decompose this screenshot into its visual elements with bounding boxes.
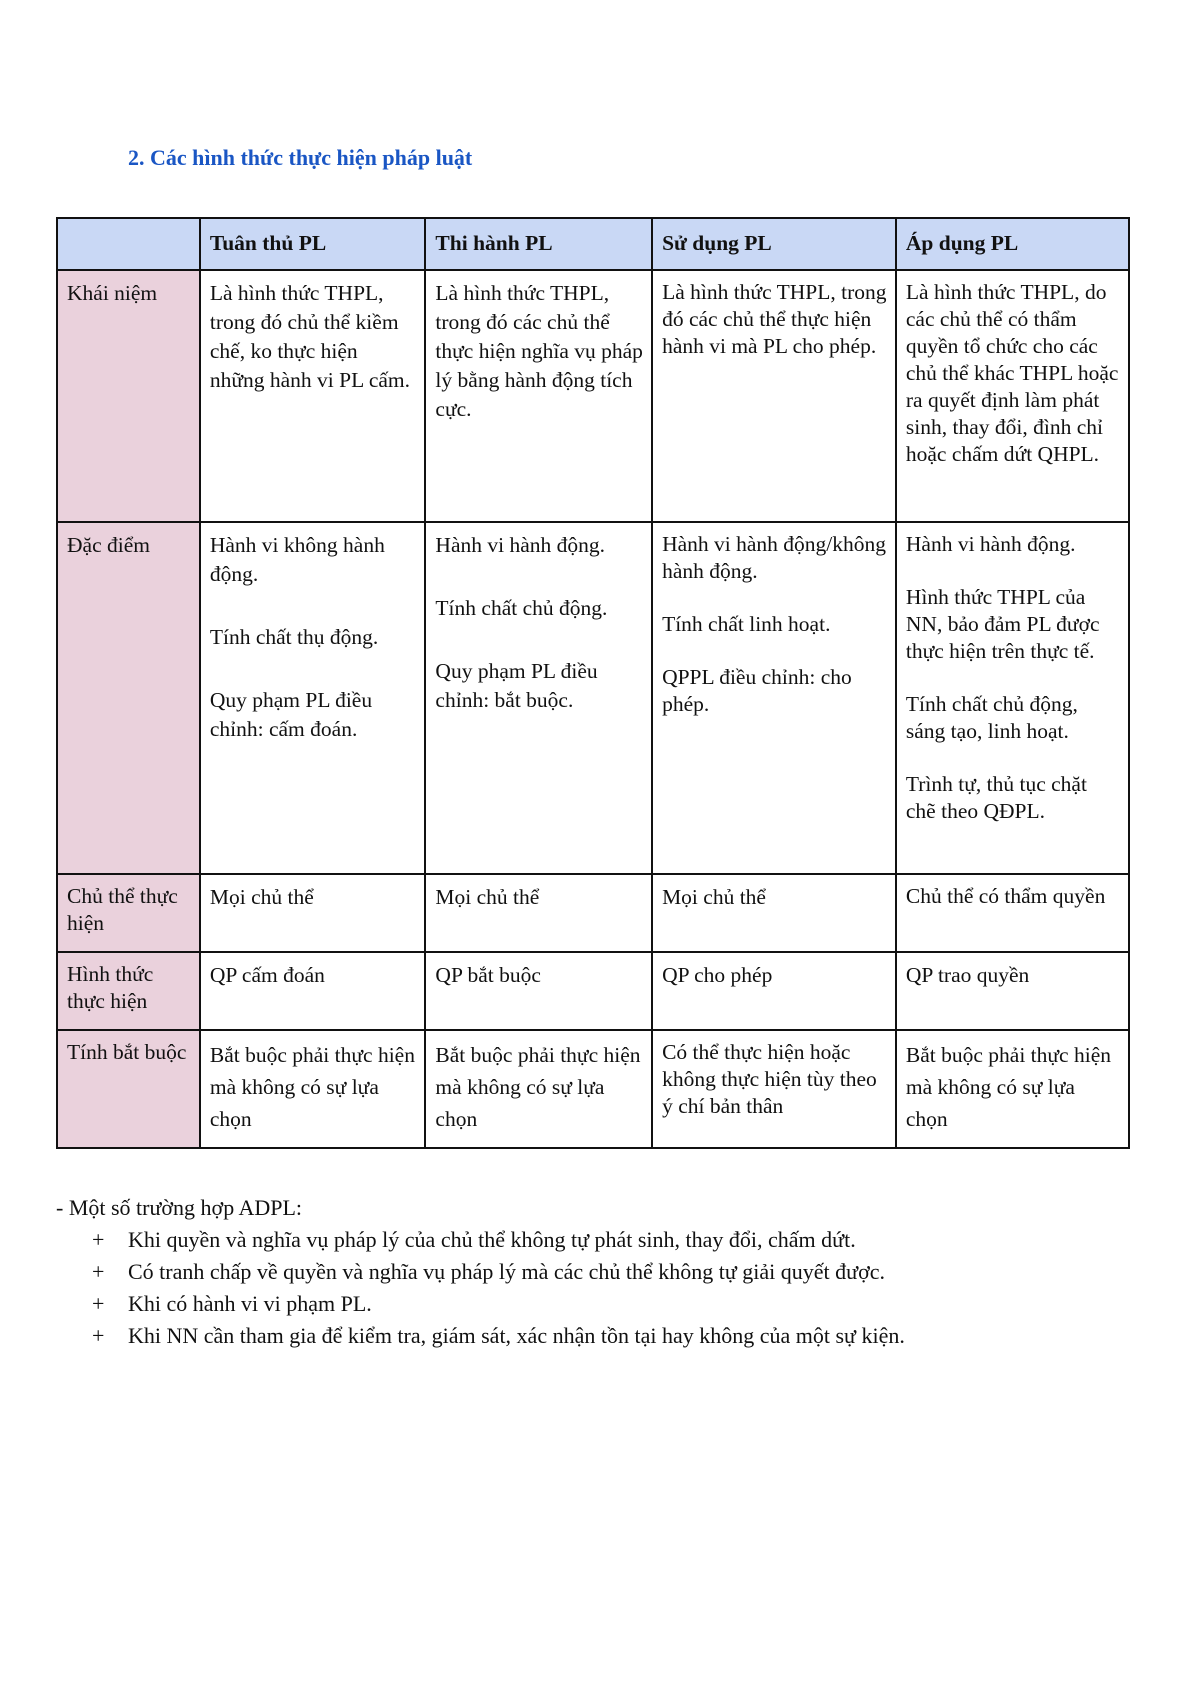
plus-marker: +: [92, 1291, 105, 1316]
cell-text: Quy phạm PL điều chỉnh: cấm đoán.: [209, 688, 373, 741]
cell-text: QP trao quyền: [905, 963, 1030, 987]
cell-text: Mọi chủ thể: [435, 885, 540, 909]
header-cell-ap-dung: Áp dụng PL: [896, 218, 1129, 270]
cell-text: Bắt buộc phải thực hiện mà không có sự lựa chọn: [435, 1043, 641, 1131]
cell-text: Là hình thức THPL, trong đó chủ thể kiềm chế, ko thực hiện những hành vi PL cấm.: [209, 281, 411, 392]
notes-intro: - Một số trường hợp ADPL:: [56, 1195, 303, 1220]
plus-marker: +: [92, 1259, 105, 1284]
row-label: Đặc điểm: [57, 522, 200, 874]
list-item: [92, 1256, 905, 1288]
row-label: Chủ thể thực hiện: [57, 874, 200, 952]
plus-marker: +: [92, 1323, 105, 1348]
table-cell: [652, 1030, 896, 1148]
plus-marker: +: [92, 1227, 105, 1252]
list-item-text: Khi quyền và nghĩa vụ pháp lý của chủ thể không tự phát sinh, thay đổi, chấm dứt.: [128, 1227, 856, 1252]
cell-text: Tính chất chủ động.: [435, 596, 608, 620]
cell-text: Tính chất thụ động.: [209, 625, 379, 649]
table-cell: [652, 522, 896, 874]
header-cell-empty: [57, 218, 200, 270]
table-row: [57, 270, 1129, 522]
table-cell: [425, 270, 652, 522]
cell-text: Tính chất linh hoạt.: [662, 612, 831, 636]
list-item-text: Khi có hành vi vi phạm PL.: [128, 1291, 372, 1316]
row-label: Hình thức thực hiện: [57, 952, 200, 1030]
cell-text: Mọi chủ thể: [662, 885, 766, 909]
cell-text: Bắt buộc phải thực hiện mà không có sự lựa chọn: [905, 1043, 1111, 1131]
section-heading: 2. Các hình thức thực hiện pháp luật: [128, 145, 473, 170]
cell-text: Là hình thức THPL, trong đó các chủ thể thực hiện nghĩa vụ pháp lý bằng hành động tích cực.: [435, 281, 643, 421]
table-cell: [652, 874, 896, 952]
cell-text: Hành vi hành động.: [435, 533, 606, 557]
cell-text: Bắt buộc phải thực hiện mà không có sự lựa chọn: [209, 1043, 415, 1131]
table-row: [57, 522, 1129, 874]
table-cell: [896, 952, 1129, 1030]
header-cell-tuan-thu: Tuân thủ PL: [200, 218, 426, 270]
cell-text: Mọi chủ thể: [209, 885, 314, 909]
table-cell: [200, 270, 426, 522]
notes-list: [56, 1224, 905, 1352]
row-label: Tính bắt buộc: [57, 1030, 200, 1148]
cell-text: QP bắt buộc: [435, 963, 541, 987]
table-cell: [896, 270, 1129, 522]
cell-text: Quy phạm PL điều chỉnh: bắt buộc.: [435, 659, 598, 712]
table-row: [57, 1030, 1129, 1148]
cell-text: Chủ thể có thẩm quyền: [905, 884, 1106, 908]
row-label: Khái niệm: [57, 270, 200, 522]
cell-text: QP cho phép: [662, 963, 773, 987]
list-item: [92, 1288, 905, 1320]
list-item-text: Khi NN cần tham gia để kiểm tra, giám sát, xác nhận tồn tại hay không của một sự kiện.: [128, 1323, 905, 1348]
table-cell: [652, 952, 896, 1030]
table-row: [57, 952, 1129, 1030]
table-cell: [652, 270, 896, 522]
list-item-text: Có tranh chấp về quyền và nghĩa vụ pháp lý mà các chủ thể không tự giải quyết được.: [128, 1259, 885, 1284]
header-cell-su-dung: Sử dụng PL: [652, 218, 896, 270]
table-cell: [200, 874, 426, 952]
list-item: [92, 1320, 905, 1352]
table-cell: [896, 1030, 1129, 1148]
cell-text: Tính chất chủ động, sáng tạo, linh hoạt.: [905, 692, 1078, 743]
adpl-notes: [56, 1192, 905, 1352]
table-cell: [425, 522, 652, 874]
table-cell: [425, 1030, 652, 1148]
header-cell-thi-hanh: Thi hành PL: [425, 218, 652, 270]
cell-text: Trình tự, thủ tục chặt chẽ theo QĐPL.: [905, 772, 1087, 823]
cell-text: Là hình thức THPL, trong đó các chủ thể thực hiện hành vi mà PL cho phép.: [662, 280, 887, 358]
table-cell: [425, 874, 652, 952]
table-cell: [200, 522, 426, 874]
cell-text: QPPL điều chỉnh: cho phép.: [662, 665, 852, 716]
cell-text: Có thể thực hiện hoặc không thực hiện tùy theo ý chí bản thân: [662, 1040, 877, 1118]
table-cell: [425, 952, 652, 1030]
list-item: [92, 1224, 905, 1256]
comparison-table: [56, 217, 1130, 1149]
table-cell: [200, 1030, 426, 1148]
table-cell: [896, 874, 1129, 952]
cell-text: Hành vi hành động/không hành động.: [662, 532, 886, 583]
table-row: [57, 874, 1129, 952]
cell-text: Hành vi hành động.: [905, 532, 1076, 556]
cell-text: Là hình thức THPL, do các chủ thể có thẩm quyền tổ chức cho các chủ thể khác THPL hoặc ra quyết định làm phát sinh, thay đổi, đình chỉ hoặc chấm dứt QHPL.: [905, 280, 1119, 466]
cell-text: QP cấm đoán: [209, 963, 325, 987]
cell-text: Hình thức THPL của NN, bảo đảm PL được thực hiện trên thực tế.: [905, 585, 1100, 663]
table-header: [57, 218, 1129, 270]
table-cell: [200, 952, 426, 1030]
cell-text: Hành vi không hành động.: [209, 533, 385, 586]
table-cell: [896, 522, 1129, 874]
